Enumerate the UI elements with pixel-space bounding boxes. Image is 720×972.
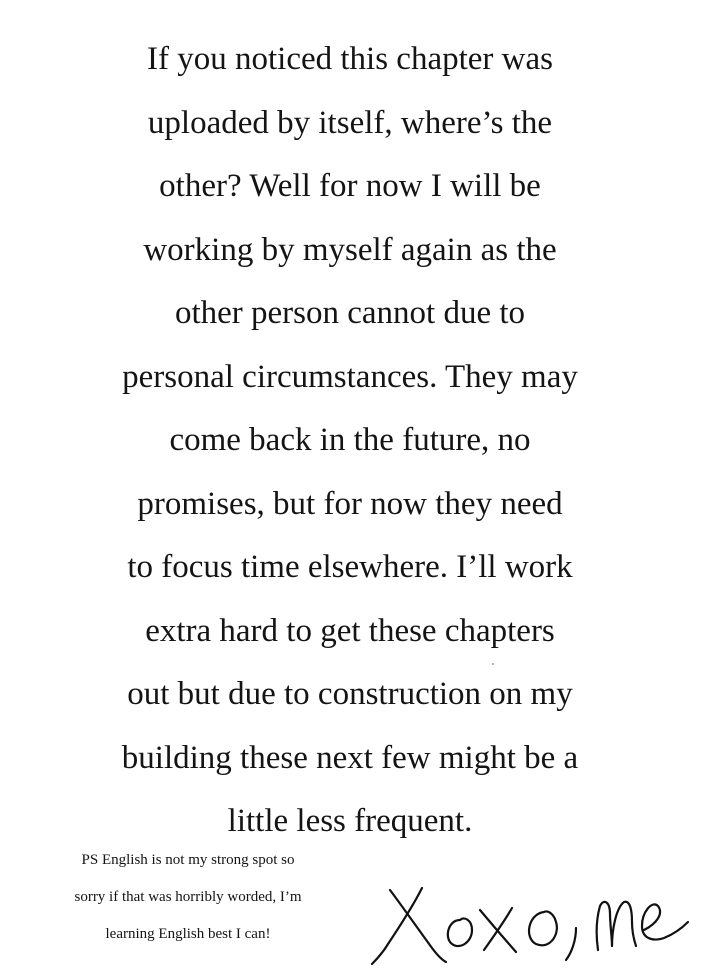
postscript-note xyxy=(38,842,338,953)
announcement-line: personal circumstances. They may xyxy=(122,358,578,395)
signature-stroke xyxy=(448,918,472,946)
announcement-line: uploaded by itself, where’s the xyxy=(147,104,553,141)
postscript-line: PS English is not my strong spot so xyxy=(81,852,295,868)
announcement-line: building these next few might be a xyxy=(121,739,579,776)
signature-drawing xyxy=(360,868,700,972)
handwritten-signature xyxy=(360,868,700,972)
signature-stroke xyxy=(597,902,636,950)
postscript-line: learning English best I can! xyxy=(105,926,271,942)
announcement-line: working by myself again as the xyxy=(143,231,557,268)
announcement-line: come back in the future, no xyxy=(169,422,531,458)
announcement-line: extra hard to get these chapters xyxy=(145,612,555,649)
postscript-line: sorry if that was horribly worded, I’m xyxy=(74,889,302,905)
announcement-line: little less frequent. xyxy=(227,803,473,839)
announcement-line: other? Well for now I will be xyxy=(159,168,541,204)
announcement-line: to focus time elsewhere. I’ll work xyxy=(127,549,573,585)
announcement-line: If you noticed this chapter was xyxy=(147,41,553,77)
announcement-line: promises, but for now they need xyxy=(137,485,563,522)
signature-stroke xyxy=(566,928,576,960)
announcement-line: out but due to construction on my xyxy=(127,676,573,712)
chapter-announcement-text xyxy=(0,28,700,854)
announcement-line: other person cannot due to xyxy=(174,295,526,331)
signature-stroke xyxy=(529,911,557,945)
signature-stroke xyxy=(390,890,446,962)
signature-stroke xyxy=(642,904,688,939)
stray-dot xyxy=(492,663,494,665)
